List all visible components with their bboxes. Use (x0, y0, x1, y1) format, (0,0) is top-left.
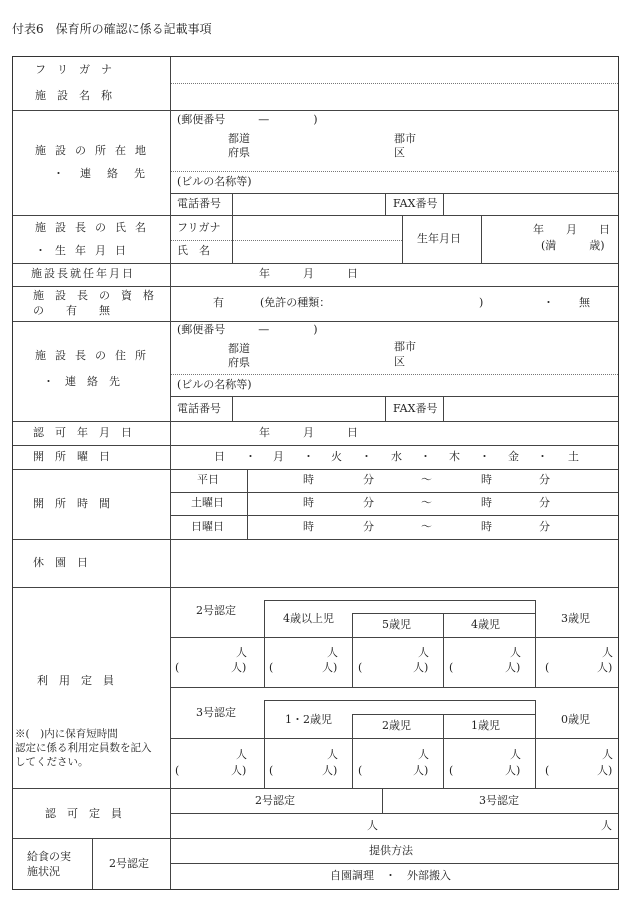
approved-capacity-label: 認 可 定 員 (45, 807, 122, 820)
divider (232, 193, 233, 215)
meals-label-2: 施状況 (27, 865, 60, 878)
age-1-label: 1歳児 (471, 719, 500, 732)
divider (385, 396, 386, 421)
form-table (12, 56, 619, 890)
divider (481, 215, 482, 263)
divider (13, 321, 618, 322)
facility-name-label: 施 設 名 称 (35, 89, 112, 102)
birthdate-field[interactable]: 年 月 日 (533, 223, 610, 236)
age-field[interactable]: (満 歳) (541, 239, 605, 252)
divider (232, 215, 233, 263)
director-address-label: 施設長の住所 (35, 349, 155, 362)
director-furigana-input[interactable] (235, 218, 399, 238)
qualification-yes[interactable]: 有 (213, 296, 224, 309)
count-paren: ( (175, 764, 180, 777)
director-furigana-label: フリガナ (177, 221, 221, 234)
age-12-label: 1・2歳児 (285, 713, 332, 726)
tilde: 〜 (421, 473, 432, 486)
count-paren-unit: 人) (413, 661, 429, 674)
divider (535, 700, 536, 788)
prefecture-label: 都道 (228, 132, 250, 145)
appointment-date-field[interactable]: 年 月 日 (259, 267, 358, 280)
age-2-label: 2歳児 (382, 719, 411, 732)
count-unit: 人 (510, 646, 521, 659)
director-name-label: 施設長の氏名 (35, 221, 155, 234)
divider (264, 600, 265, 688)
divider (352, 613, 353, 688)
facility-name-input[interactable] (175, 87, 615, 107)
location-contact-label: ・連絡先 (53, 167, 161, 180)
day-separator: ・ (361, 450, 372, 463)
count-paren: ( (358, 661, 363, 674)
divider (170, 171, 618, 172)
day-separator: ・ (479, 450, 490, 463)
prefecture-label: 都道 (228, 342, 250, 355)
furigana-input[interactable] (175, 62, 615, 82)
age-4plus-label: 4歳以上児 (283, 612, 334, 625)
director-birth-label: ・生年月日 (35, 244, 135, 257)
divider (13, 215, 618, 216)
divider (170, 637, 618, 638)
appointment-date-label: 施設長就任年月日 (31, 267, 135, 280)
day-sat[interactable]: 土 (568, 450, 579, 463)
divider (92, 838, 93, 889)
location-label: 施設の所在地 (35, 144, 155, 157)
approved-cert3-label: 3号認定 (479, 794, 519, 807)
divider (13, 788, 618, 789)
director-name-field-label: 氏 名 (177, 244, 210, 257)
divider (170, 687, 618, 688)
count-paren: ( (269, 764, 274, 777)
divider (443, 714, 444, 788)
meal-method-label: 提供方法 (369, 844, 413, 857)
day-separator: ・ (537, 450, 548, 463)
divider (13, 445, 618, 446)
divider (170, 863, 618, 864)
divider (13, 539, 618, 540)
director-name-input[interactable] (235, 242, 399, 262)
holidays-input[interactable] (175, 542, 615, 584)
meal-method-options[interactable]: 自園調理 ・ 外部搬入 (330, 869, 451, 882)
age-3-label: 3歳児 (561, 612, 590, 625)
divider (443, 613, 444, 688)
divider (170, 515, 618, 516)
divider (170, 738, 618, 739)
qualification-label: 施 設 長 の 資 格 (33, 289, 154, 302)
count-unit: 人 (602, 646, 613, 659)
capacity-label: 利 用 定 員 (37, 674, 114, 687)
day-mon[interactable]: 月 (273, 450, 284, 463)
count-unit: 人 (236, 646, 247, 659)
fax-input[interactable] (446, 196, 616, 213)
count-paren: ( (545, 661, 550, 674)
count-unit: 人 (418, 748, 429, 761)
divider (13, 286, 618, 287)
day-separator: ・ (420, 450, 431, 463)
city-label: 郡市 (394, 340, 416, 353)
prefecture-label: 府県 (228, 146, 250, 159)
divider (382, 788, 383, 813)
count-paren-unit: 人) (505, 661, 521, 674)
divider (535, 600, 536, 688)
divider (13, 263, 618, 264)
capacity-note: ※( )内に保育短時間 (15, 728, 118, 740)
divider (170, 57, 171, 889)
count-paren: ( (449, 764, 454, 777)
end-minute-field[interactable]: 分 (539, 496, 550, 509)
day-thu[interactable]: 木 (449, 450, 460, 463)
divider (13, 469, 618, 470)
phone-input[interactable] (235, 196, 383, 213)
count-unit: 人 (510, 748, 521, 761)
capacity-note: してください。 (15, 756, 89, 768)
day-tue[interactable]: 火 (331, 450, 342, 463)
divider (13, 421, 618, 422)
age-4-label: 4歳児 (471, 618, 500, 631)
license-close-paren: ) (479, 296, 484, 309)
divider (170, 374, 618, 375)
count-paren-unit: 人) (231, 764, 247, 777)
start-minute-field[interactable]: 分 (363, 520, 374, 533)
divider (170, 193, 618, 194)
divider (247, 469, 248, 539)
divider (264, 600, 535, 601)
furigana-label: フ リ ガ ナ (35, 63, 112, 76)
divider (13, 838, 618, 839)
count-paren-unit: 人) (322, 764, 338, 777)
cert2-label: 2号認定 (196, 604, 236, 617)
count-unit: 人 (327, 748, 338, 761)
separator-dot: ・ (543, 296, 554, 309)
meals-label: 給食の実 (27, 850, 71, 863)
license-type-field[interactable]: (免許の種類： (260, 296, 331, 309)
form-title: 付表6 保育所の確認に係る記載事項 (12, 22, 212, 36)
age-0-label: 0歳児 (561, 713, 590, 726)
cert3-label: 3号認定 (196, 706, 236, 719)
hours-day-label: 平日 (197, 473, 219, 486)
phone-label: 電話番号 (177, 197, 221, 210)
tilde: 〜 (421, 520, 432, 533)
end-minute-field[interactable]: 分 (539, 473, 550, 486)
end-minute-field[interactable]: 分 (539, 520, 550, 533)
count-paren: ( (175, 661, 180, 674)
count-unit: 人 (602, 748, 613, 761)
birthdate-label: 生年月日 (417, 232, 461, 245)
divider (170, 813, 618, 814)
divider (170, 83, 618, 84)
director-fax-label: FAX番号 (393, 402, 438, 415)
approval-date-label: 認 可 年 月 日 (33, 426, 132, 439)
director-building-field[interactable]: (ビルの名称等) (177, 378, 252, 391)
day-fri[interactable]: 金 (508, 450, 519, 463)
day-separator: ・ (245, 450, 256, 463)
divider (232, 396, 233, 421)
count-paren-unit: 人) (597, 764, 613, 777)
count-paren-unit: 人) (597, 661, 613, 674)
count-unit: 人 (418, 646, 429, 659)
divider (443, 193, 444, 215)
city-label: 郡市 (394, 132, 416, 145)
tilde: 〜 (421, 496, 432, 509)
divider (352, 714, 353, 788)
meals-cert2-label: 2号認定 (109, 857, 149, 870)
count-paren-unit: 人) (231, 661, 247, 674)
count-unit: 人 (236, 748, 247, 761)
director-contact-label: ・ 連 絡 先 (43, 375, 120, 388)
day-separator: ・ (303, 450, 314, 463)
opening-hours-label: 開 所 時 間 (33, 497, 110, 510)
count-paren: ( (358, 764, 363, 777)
city-label: 区 (394, 146, 405, 159)
end-hour-field[interactable]: 時 (481, 496, 492, 509)
end-hour-field[interactable]: 時 (481, 473, 492, 486)
count-paren: ( (545, 764, 550, 777)
prefecture-label: 府県 (228, 356, 250, 369)
divider (170, 492, 618, 493)
divider (170, 396, 618, 397)
capacity-note: 認定に係る利用定員数を記入 (15, 742, 152, 754)
postal-code-field[interactable]: (郵便番号 — ) (177, 113, 318, 126)
count-unit: 人 (327, 646, 338, 659)
qualification-label-2: の 有 無 (33, 304, 110, 317)
age-5-label: 5歳児 (382, 618, 411, 631)
open-days-label: 開 所 曜 日 (33, 450, 110, 463)
count-paren: ( (269, 661, 274, 674)
start-hour-field[interactable]: 時 (303, 496, 314, 509)
divider (13, 587, 618, 588)
approved-cert2-unit: 人 (367, 819, 378, 832)
divider (402, 215, 403, 263)
city-label: 区 (394, 355, 405, 368)
divider (170, 240, 402, 241)
hours-day-label: 土曜日 (191, 496, 224, 509)
hours-day-label: 日曜日 (191, 520, 224, 533)
start-minute-field[interactable]: 分 (363, 473, 374, 486)
start-minute-field[interactable]: 分 (363, 496, 374, 509)
approval-date-field[interactable]: 年 月 日 (259, 426, 358, 439)
divider (385, 193, 386, 215)
director-postal-field[interactable]: (郵便番号 — ) (177, 323, 318, 336)
end-hour-field[interactable]: 時 (481, 520, 492, 533)
director-phone-input[interactable] (235, 399, 383, 419)
count-paren: ( (449, 661, 454, 674)
qualification-no[interactable]: 無 (579, 296, 590, 309)
director-phone-label: 電話番号 (177, 402, 221, 415)
director-fax-input[interactable] (446, 399, 616, 419)
divider (264, 700, 265, 788)
count-paren-unit: 人) (413, 764, 429, 777)
divider (13, 110, 618, 111)
fax-label: FAX番号 (393, 197, 438, 210)
building-name-field[interactable]: (ビルの名称等) (177, 175, 252, 188)
holidays-label: 休 園 日 (33, 556, 88, 569)
day-wed[interactable]: 水 (391, 450, 402, 463)
count-paren-unit: 人) (505, 764, 521, 777)
divider (264, 700, 535, 701)
divider (443, 396, 444, 421)
count-paren-unit: 人) (322, 661, 338, 674)
start-hour-field[interactable]: 時 (303, 473, 314, 486)
start-hour-field[interactable]: 時 (303, 520, 314, 533)
approved-cert3-unit: 人 (601, 819, 612, 832)
approved-cert2-label: 2号認定 (255, 794, 295, 807)
day-sun[interactable]: 日 (214, 450, 225, 463)
